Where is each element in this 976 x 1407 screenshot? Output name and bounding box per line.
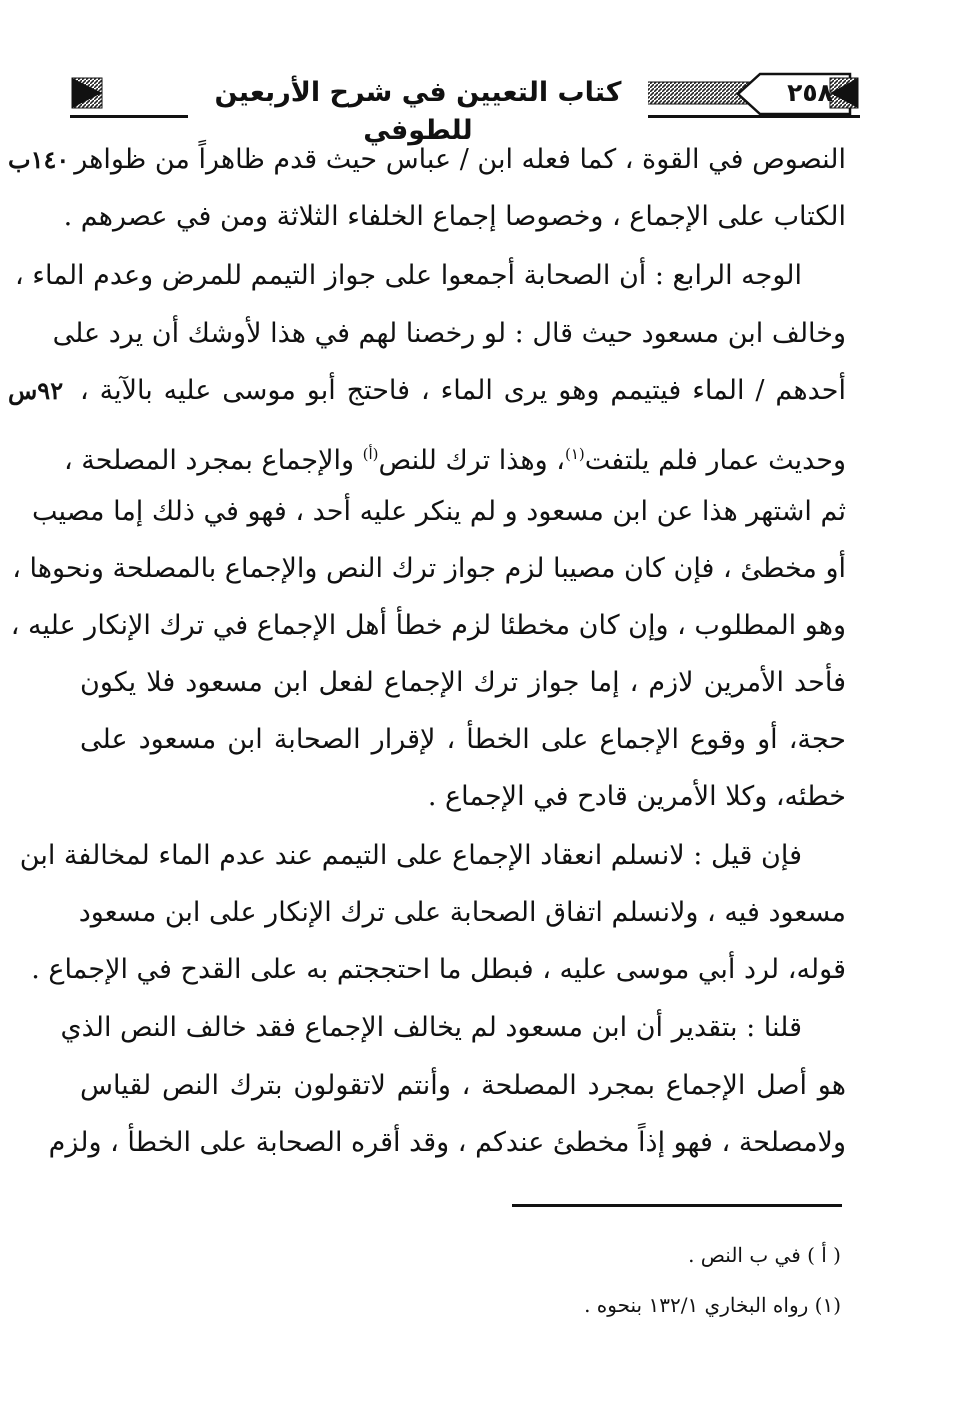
footnote: ( أ ) في ب النص . — [688, 1243, 841, 1267]
text-line: ولامصلحة ، فهو إذاً مخطئ عندكم ، وقد أقره الصحابة على الخطأ ، ولزم — [48, 1127, 846, 1158]
text-line: وخالف ابن مسعود حيث قال : لو رخصنا لهم في هذا لأوشك أن يرد على — [52, 318, 846, 349]
text-segment: والإجماع بمجرد المصلحة ، — [63, 445, 363, 476]
page-number: ٢٥٨ — [787, 78, 833, 107]
text-line: الكتاب على الإجماع ، وخصوصا إجماع الخلفاء الثلاثة ومن في عصرهم . — [63, 201, 846, 232]
text-line: قلنا : بتقدير أن ابن مسعود لم يخالف الإجماع فقد خالف النص الذي — [60, 1012, 802, 1043]
text-line-with-markers — [63, 434, 846, 481]
text-line: فإن قيل : لانسلم انعقاد الإجماع على التيمم عند عدم الماء لمخالفة ابن — [19, 840, 802, 871]
text-line: وهو المطلوب ، وإن كان مخطئا لزم خطأ أهل الإجماع في ترك الإنكار عليه ، — [10, 610, 846, 641]
text-line: فأحد الأمرين لازم ، إما جواز ترك الإجماع لفعل ابن مسعود فلا يكون — [80, 667, 846, 698]
text-line: أحدهم / الماء فيتيمم وهو يرى الماء ، فاحتج أبو موسى عليه بالآية ، — [80, 375, 846, 406]
running-title: كتاب التعيين في شرح الأربعين للطوفي — [188, 74, 648, 150]
footnote: (١) رواه البخاري ١٣٢/١ بنحوه . — [584, 1293, 841, 1317]
footnote-marker: (أ) — [362, 445, 379, 463]
page-header — [70, 68, 860, 146]
text-segment: وحديث عمار فلم يلتفت — [584, 445, 846, 476]
text-line: النصوص في القوة ، كما فعله ابن / عباس حيث قدم ظاهراً من ظواهر — [74, 144, 846, 175]
text-line: حجة، أو وقوع الإجماع على الخطأ ، لإقرار الصحابة ابن مسعود على — [80, 724, 846, 755]
text-line: أو مخطئ ، فإن كان مصيبا لزم جواز ترك النص والإجماع بالمصلحة ونحوها ، — [12, 553, 846, 584]
text-line: ثم اشتهر هذا عن ابن مسعود و لم ينكر عليه أحد ، فهو في ذلك إما مصيب — [31, 496, 846, 527]
footnote-marker: (١) — [564, 445, 585, 463]
text-line: مسعود فيه ، ولانسلم اتفاق الصحابة على ترك الإنكار على ابن مسعود — [78, 897, 846, 928]
text-line: الوجه الرابع : أن الصحابة أجمعوا على جواز التيمم للمرض وعدم الماء ، — [15, 260, 802, 291]
text-line: قوله، لرد أبي موسى عليه ، فبطل ما احتججتم به على القدح في الإجماع . — [31, 954, 846, 985]
text-segment: ، وهذا ترك للنص — [378, 445, 565, 476]
margin-note-folio: ١٤٠ب — [8, 145, 70, 174]
margin-note-folio: ٩٢س — [8, 376, 64, 405]
footnote-separator — [512, 1204, 842, 1207]
text-line: هو أصل الإجماع بمجرد المصلحة ، وأنتم لاتقولون بترك النص لقياس — [80, 1070, 846, 1101]
text-line: خطئه، وكلا الأمرين قادح في الإجماع . — [427, 781, 846, 812]
